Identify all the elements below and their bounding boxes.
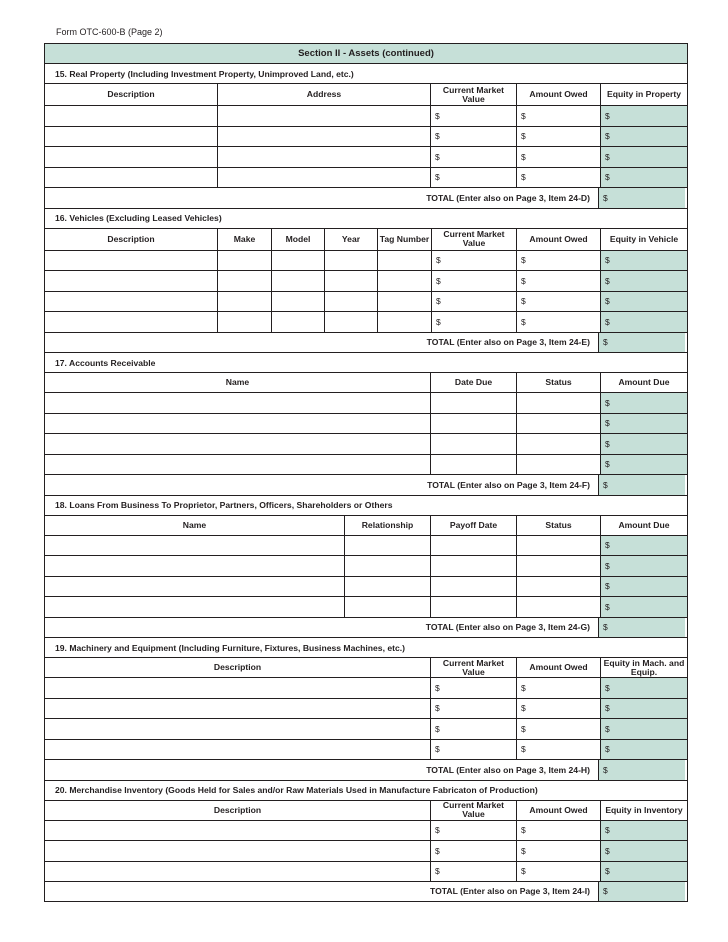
input-amount-owed[interactable]: $	[516, 699, 600, 719]
input-description[interactable]	[45, 841, 430, 861]
column-header-amount-due: Amount Due	[600, 516, 687, 535]
input-name[interactable]	[45, 414, 430, 434]
column-header-market-value: Current Market Value	[430, 658, 516, 677]
total-label: TOTAL (Enter also on Page 3, Item 24-F)	[427, 479, 590, 490]
table-row	[45, 126, 687, 147]
section-16-title: 16. Vehicles (Excluding Leased Vehicles)	[55, 213, 222, 223]
assets-form	[44, 43, 688, 902]
input-payoff-date[interactable]	[430, 597, 516, 617]
input-make[interactable]	[217, 312, 271, 332]
section-20-title-row	[45, 780, 687, 800]
input-market-value[interactable]: $	[430, 740, 516, 760]
total-label: TOTAL (Enter also on Page 3, Item 24-I)	[430, 886, 590, 897]
input-name[interactable]	[45, 577, 344, 597]
input-description[interactable]	[45, 127, 217, 147]
input-amount-due[interactable]: $	[600, 556, 687, 576]
section-15-header-row	[45, 83, 687, 105]
table-row	[45, 433, 687, 454]
column-header-name: Name	[225, 377, 250, 387]
column-header-status: Status	[516, 516, 600, 535]
input-market-value[interactable]: $	[430, 127, 516, 147]
input-amount-owed[interactable]: $	[516, 312, 600, 332]
section-16-header-row	[45, 228, 687, 250]
input-market-value[interactable]: $	[431, 251, 516, 271]
column-header-equity: Equity in Mach. and Equip.	[600, 658, 687, 677]
column-header-market-value: Current Market Value	[430, 801, 516, 820]
input-status[interactable]	[516, 455, 600, 475]
input-market-value[interactable]: $	[431, 292, 516, 312]
section-17-title: 17. Accounts Receivable	[55, 357, 156, 368]
column-header-description: Description	[213, 804, 262, 815]
input-description[interactable]	[45, 271, 217, 291]
input-amount-due[interactable]: $	[600, 536, 687, 556]
column-header-equity: Equity in Vehicle	[600, 229, 687, 250]
input-address[interactable]	[217, 147, 430, 167]
input-payoff-date[interactable]	[430, 577, 516, 597]
column-header-amount-owed: Amount Owed	[516, 658, 600, 677]
input-equity[interactable]: $	[600, 841, 687, 861]
section-20-title: 20. Merchandise Inventory (Goods Held for Sales and/or Raw Materials Used in Manufacture Fabricaton of Production)	[55, 785, 538, 795]
total-row	[45, 332, 687, 353]
input-tag-number[interactable]	[377, 312, 431, 332]
table-row	[45, 250, 687, 271]
input-status[interactable]	[516, 414, 600, 434]
input-equity[interactable]: $	[600, 251, 687, 271]
input-address[interactable]	[217, 168, 430, 188]
input-make[interactable]	[217, 292, 271, 312]
input-status[interactable]	[516, 434, 600, 454]
table-row	[45, 718, 687, 739]
input-status[interactable]	[516, 597, 600, 617]
input-description[interactable]	[45, 678, 430, 698]
section-17-title-row	[45, 352, 687, 372]
input-model[interactable]	[271, 292, 324, 312]
input-amount-owed[interactable]: $	[516, 127, 600, 147]
section-18-header-row	[45, 515, 687, 535]
table-row	[45, 105, 687, 126]
input-amount-owed[interactable]: $	[516, 740, 600, 760]
table-row	[45, 270, 687, 291]
column-header-model: Model	[271, 229, 324, 250]
total-row	[45, 474, 687, 495]
input-amount-owed[interactable]: $	[516, 147, 600, 167]
total-label: TOTAL (Enter also on Page 3, Item 24-G)	[425, 622, 590, 633]
table-row	[45, 820, 687, 841]
section-title: Section II - Assets (continued)	[45, 44, 687, 63]
input-amount-owed[interactable]: $	[516, 862, 600, 882]
column-header-description: Description	[107, 89, 155, 99]
input-name[interactable]	[45, 556, 344, 576]
total-input[interactable]: $	[598, 618, 685, 638]
input-market-value[interactable]: $	[430, 678, 516, 698]
section-15-title-row	[45, 63, 687, 83]
column-header-payoff-date: Payoff Date	[430, 516, 516, 535]
total-label: TOTAL (Enter also on Page 3, Item 24-H)	[426, 764, 590, 775]
input-relationship[interactable]	[344, 577, 430, 597]
input-year[interactable]	[324, 251, 377, 271]
table-row	[45, 413, 687, 434]
section-20-header-row	[45, 800, 687, 820]
column-header-status: Status	[516, 373, 600, 392]
input-description[interactable]	[45, 147, 217, 167]
total-input[interactable]: $	[598, 760, 685, 780]
table-row	[45, 698, 687, 719]
input-make[interactable]	[217, 251, 271, 271]
input-name[interactable]	[45, 434, 430, 454]
table-row	[45, 555, 687, 576]
input-equity[interactable]: $	[600, 821, 687, 841]
total-input[interactable]: $	[598, 333, 685, 353]
total-label: TOTAL (Enter also on Page 3, Item 24-D)	[426, 192, 590, 203]
column-header-equity: Equity in Property	[600, 84, 687, 105]
input-address[interactable]	[217, 127, 430, 147]
input-model[interactable]	[271, 271, 324, 291]
section-17-header-row	[45, 372, 687, 392]
input-equity[interactable]: $	[600, 147, 687, 167]
column-header-equity: Equity in Inventory	[600, 801, 687, 820]
total-row	[45, 881, 687, 902]
input-year[interactable]	[324, 312, 377, 332]
input-amount-due[interactable]: $	[600, 393, 687, 413]
section-header-row	[45, 43, 687, 63]
input-market-value[interactable]: $	[430, 168, 516, 188]
table-row	[45, 311, 687, 332]
input-payoff-date[interactable]	[430, 536, 516, 556]
input-name[interactable]	[45, 455, 430, 475]
input-amount-owed[interactable]: $	[516, 271, 600, 291]
input-market-value[interactable]: $	[431, 312, 516, 332]
input-amount-owed[interactable]: $	[516, 841, 600, 861]
table-row	[45, 739, 687, 760]
input-amount-owed[interactable]: $	[516, 292, 600, 312]
total-input[interactable]: $	[598, 188, 685, 208]
input-tag-number[interactable]	[377, 271, 431, 291]
input-model[interactable]	[271, 312, 324, 332]
input-market-value[interactable]: $	[430, 821, 516, 841]
column-header-relationship: Relationship	[344, 516, 430, 535]
input-description[interactable]	[45, 312, 217, 332]
input-name[interactable]	[45, 597, 344, 617]
column-header-address: Address	[217, 84, 430, 105]
input-date-due[interactable]	[430, 414, 516, 434]
input-amount-owed[interactable]: $	[516, 251, 600, 271]
input-name[interactable]	[45, 536, 344, 556]
input-description[interactable]	[45, 699, 430, 719]
input-payoff-date[interactable]	[430, 556, 516, 576]
table-row	[45, 291, 687, 312]
column-header-amount-owed: Amount Owed	[516, 801, 600, 820]
column-header-tag-number: Tag Number	[377, 229, 431, 250]
input-relationship[interactable]	[344, 597, 430, 617]
section-18-title: 18. Loans From Business To Proprietor, Partners, Officers, Shareholders or Others	[55, 500, 393, 510]
input-amount-due[interactable]: $	[600, 597, 687, 617]
input-equity[interactable]: $	[600, 312, 687, 332]
input-make[interactable]	[217, 271, 271, 291]
input-market-value[interactable]: $	[430, 719, 516, 739]
input-date-due[interactable]	[430, 393, 516, 413]
input-amount-owed[interactable]: $	[516, 719, 600, 739]
input-market-value[interactable]: $	[431, 271, 516, 291]
input-description[interactable]	[45, 168, 217, 188]
section-16-title-row	[45, 208, 687, 228]
column-header-amount-due: Amount Due	[600, 373, 687, 392]
table-row	[45, 146, 687, 167]
table-row	[45, 392, 687, 413]
table-row	[45, 677, 687, 698]
input-date-due[interactable]	[430, 434, 516, 454]
input-amount-due[interactable]: $	[600, 434, 687, 454]
input-description[interactable]	[45, 106, 217, 126]
input-market-value[interactable]: $	[430, 862, 516, 882]
input-equity[interactable]: $	[600, 168, 687, 188]
input-status[interactable]	[516, 536, 600, 556]
input-description[interactable]	[45, 740, 430, 760]
section-19-title: 19. Machinery and Equipment (Including Furniture, Fixtures, Business Machines, etc.)	[55, 642, 406, 653]
input-amount-due[interactable]: $	[600, 414, 687, 434]
input-description[interactable]	[45, 292, 217, 312]
column-header-year: Year	[324, 229, 377, 250]
input-amount-owed[interactable]: $	[516, 821, 600, 841]
input-year[interactable]	[324, 271, 377, 291]
input-market-value[interactable]: $	[430, 699, 516, 719]
column-header-market-value: Current Market Value	[430, 84, 516, 105]
input-tag-number[interactable]	[377, 251, 431, 271]
section-19-header-row	[45, 657, 687, 677]
input-equity[interactable]: $	[600, 740, 687, 760]
input-amount-due[interactable]: $	[600, 577, 687, 597]
table-row	[45, 167, 687, 188]
table-row	[45, 861, 687, 882]
input-model[interactable]	[271, 251, 324, 271]
input-amount-owed[interactable]: $	[516, 106, 600, 126]
input-tag-number[interactable]	[377, 292, 431, 312]
table-row	[45, 454, 687, 475]
input-address[interactable]	[217, 106, 430, 126]
input-description[interactable]	[45, 821, 430, 841]
input-market-value[interactable]: $	[430, 106, 516, 126]
column-header-amount-owed: Amount Owed	[516, 84, 600, 105]
input-status[interactable]	[516, 393, 600, 413]
total-input[interactable]: $	[598, 882, 685, 901]
input-amount-owed[interactable]: $	[516, 168, 600, 188]
input-status[interactable]	[516, 577, 600, 597]
table-row	[45, 535, 687, 556]
input-market-value[interactable]: $	[430, 841, 516, 861]
total-row	[45, 617, 687, 638]
column-header-market-value: Current Market Value	[431, 229, 516, 250]
input-amount-due[interactable]: $	[600, 455, 687, 475]
input-description[interactable]	[45, 862, 430, 882]
column-header-description: Description	[107, 233, 155, 244]
input-amount-owed[interactable]: $	[516, 678, 600, 698]
input-date-due[interactable]	[430, 455, 516, 475]
total-row	[45, 759, 687, 780]
column-header-date-due: Date Due	[430, 373, 516, 392]
input-description[interactable]	[45, 719, 430, 739]
input-equity[interactable]: $	[600, 292, 687, 312]
input-year[interactable]	[324, 292, 377, 312]
input-status[interactable]	[516, 556, 600, 576]
section-18-title-row	[45, 495, 687, 515]
column-header-description: Description	[213, 662, 262, 672]
column-header-name: Name	[182, 519, 207, 530]
table-row	[45, 596, 687, 617]
section-15-title: 15. Real Property (Including Investment Property, Unimproved Land, etc.)	[55, 68, 354, 79]
input-description[interactable]	[45, 251, 217, 271]
input-name[interactable]	[45, 393, 430, 413]
input-market-value[interactable]: $	[430, 147, 516, 167]
input-equity[interactable]: $	[600, 106, 687, 126]
input-equity[interactable]: $	[600, 127, 687, 147]
form-label: Form OTC-600-B (Page 2)	[56, 27, 163, 37]
input-equity[interactable]: $	[600, 699, 687, 719]
table-row	[45, 576, 687, 597]
table-row	[45, 840, 687, 861]
input-relationship[interactable]	[344, 536, 430, 556]
total-row	[45, 187, 687, 208]
input-equity[interactable]: $	[600, 862, 687, 882]
section-19-title-row	[45, 637, 687, 657]
input-relationship[interactable]	[344, 556, 430, 576]
total-input[interactable]: $	[598, 475, 685, 495]
column-header-amount-owed: Amount Owed	[516, 229, 600, 250]
input-equity[interactable]: $	[600, 271, 687, 291]
column-header-make: Make	[217, 229, 271, 250]
total-label: TOTAL (Enter also on Page 3, Item 24-E)	[426, 337, 590, 348]
input-equity[interactable]: $	[600, 719, 687, 739]
input-equity[interactable]: $	[600, 678, 687, 698]
